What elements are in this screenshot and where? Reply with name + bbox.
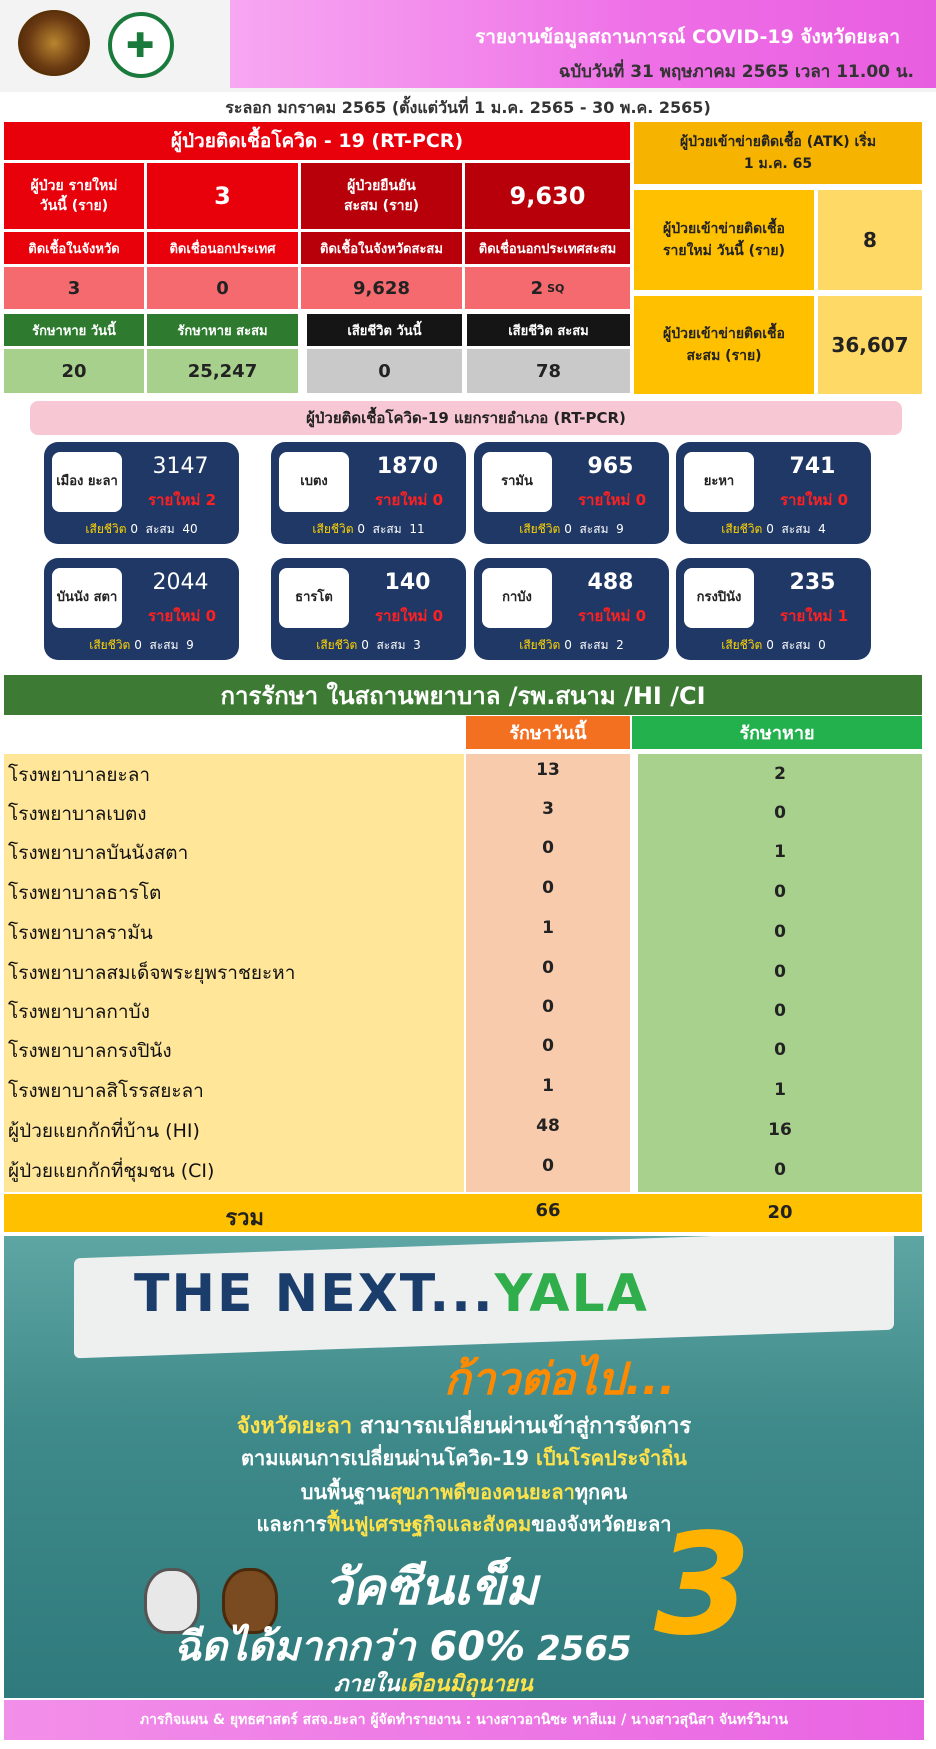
atk-cum-label: ผู้ป่วยเข้าข่ายติดเชื้อ สะสม (ราย) xyxy=(634,296,814,394)
district-footer xyxy=(44,636,239,655)
cum-label: สะสม xyxy=(781,638,811,652)
district-card-krong-pinang xyxy=(676,558,871,660)
poster-line-4b: ฟื้นฟูเศรษฐกิจและสังคม xyxy=(326,1512,532,1536)
poster-line-3c: ทุกคน xyxy=(574,1480,628,1504)
col-header-recovered: รักษาหาย xyxy=(632,716,922,749)
campaign-poster xyxy=(4,1236,924,1698)
recovered: 2 xyxy=(774,764,786,784)
death-value: 0 xyxy=(130,522,139,536)
confirmed-value: 9,630 xyxy=(465,163,630,229)
district-new: รายใหม่ 2 xyxy=(147,491,217,509)
recovered: 0 xyxy=(774,1160,786,1180)
recovered: 0 xyxy=(774,1001,786,1021)
death-value: 0 xyxy=(134,638,142,652)
district-total: 3147 xyxy=(152,454,209,479)
district-footer xyxy=(676,636,871,655)
recovered-today-label: รักษาหาย วันนี้ xyxy=(4,314,144,346)
table-row xyxy=(0,1150,936,1189)
hospital-name: โรงพยาบาลยะลา xyxy=(8,764,151,786)
col-header-treat-today: รักษาวันนี้ xyxy=(466,716,630,749)
death-cum-label: เสียชีวิต สะสม xyxy=(467,314,630,346)
hospital-name: โรงพยาบาลกาบัง xyxy=(8,1001,150,1023)
footer-credits: ภารกิจแผน & ยุทธศาสตร์ สสจ.ยะลา ผู้จัดทำรายงาน : นางสาวอานิซะ หาสีแม / นางสาวสุนิสา จันทร์วิมาน xyxy=(4,1700,924,1740)
recovered: 0 xyxy=(774,803,786,823)
district-name: บันนัง สตา xyxy=(52,568,122,628)
district-heading: ผู้ป่วยติดเชื้อโควิด-19 แยกรายอำเภอ (RT-PCR) xyxy=(30,401,902,435)
recovered: 16 xyxy=(768,1120,792,1140)
recovered: 0 xyxy=(774,1040,786,1060)
cum-label: สะสม xyxy=(149,638,179,652)
district-total: 741 xyxy=(789,454,836,479)
cum-label: สะสม xyxy=(376,638,406,652)
atk-new-label: ผู้ป่วยเข้าข่ายติดเชื้อ รายใหม่ วันนี้ (ราย) xyxy=(634,190,814,290)
district-total: 488 xyxy=(587,570,634,595)
inject-year: 2565 xyxy=(525,1629,632,1669)
cum-value: 9 xyxy=(616,522,624,536)
cum-value: 11 xyxy=(409,522,425,536)
table-row xyxy=(0,1070,936,1109)
district-new: รายใหม่ 0 xyxy=(779,491,849,509)
total-row xyxy=(4,1194,922,1232)
hospital-name: โรงพยาบาลสมเด็จพระยุพราชยะหา xyxy=(8,962,296,984)
sub-label-local: ติดเชื้อในจังหวัด xyxy=(4,232,144,264)
district-name: กรงปินัง xyxy=(684,568,754,628)
cum-value: 3 xyxy=(413,638,421,652)
treat-today: 0 xyxy=(542,1036,554,1056)
death-value: 0 xyxy=(766,638,774,652)
hospital-name: ผู้ป่วยแยกกักที่ชุมชน (CI) xyxy=(8,1160,215,1182)
recovered: 1 xyxy=(774,842,786,862)
recovered: 0 xyxy=(774,882,786,902)
hospital-name: ผู้ป่วยแยกกักที่บ้าน (HI) xyxy=(8,1120,200,1142)
death-value: 0 xyxy=(564,638,572,652)
district-total: 965 xyxy=(587,454,634,479)
recovered: 1 xyxy=(774,1080,786,1100)
poster-line-1 xyxy=(4,1408,924,1443)
atk-heading: ผู้ป่วยเข้าข่ายติดเชื้อ (ATK) เริ่ม 1 ม.ค. 65 xyxy=(634,122,922,184)
inject-label: ฉีดได้มากกว่า xyxy=(174,1624,430,1670)
district-name: เมือง ยะลา xyxy=(52,452,122,512)
poster-line-3 xyxy=(4,1476,924,1508)
death-value: 0 xyxy=(766,522,774,536)
hospital-name: โรงพยาบาลรามัน xyxy=(8,922,153,944)
district-name: ธารโต xyxy=(279,568,349,628)
district-footer xyxy=(44,520,239,539)
table-row xyxy=(0,793,936,832)
sub-value-abroad-cum-number: 2 xyxy=(530,277,544,299)
district-card-kabang xyxy=(474,558,669,660)
atk-cum-value: 36,607 xyxy=(818,296,922,394)
vaccine-text: วัคซีนเข็ม xyxy=(324,1558,538,1616)
district-new: รายใหม่ 0 xyxy=(374,607,444,625)
page-title: รายงานข้อมูลสถานการณ์ COVID-19 จังหวัดยะลา xyxy=(475,26,900,48)
death-label: เสียชีวิต xyxy=(312,522,354,536)
sq-label: SQ xyxy=(547,281,565,295)
poster-line-4 xyxy=(4,1508,924,1540)
treat-today: 3 xyxy=(542,799,554,819)
table-row xyxy=(0,991,936,1030)
treat-today: 0 xyxy=(542,878,554,898)
treat-today: 1 xyxy=(542,1076,554,1096)
province-seal-logo xyxy=(18,10,90,76)
hospital-name: โรงพยาบาลธารโต xyxy=(8,882,162,904)
district-card-raman xyxy=(474,442,669,544)
within-b: เดือนมิถุนายน xyxy=(399,1672,533,1697)
death-cum-value: 78 xyxy=(467,349,630,393)
treat-today: 0 xyxy=(542,1156,554,1176)
district-total: 140 xyxy=(384,570,431,595)
district-footer xyxy=(271,636,466,655)
sub-label-local-cum: ติดเชื้อในจังหวัดสะสม xyxy=(301,232,462,264)
poster-line-2a: ตามแผนการเปลี่ยนผ่านโควิด-19 xyxy=(241,1446,536,1470)
cum-value: 40 xyxy=(182,522,198,536)
district-name: ยะหา xyxy=(684,452,754,512)
total-label: รวม xyxy=(225,1206,264,1231)
recovered: 0 xyxy=(774,922,786,942)
new-today-label: ผู้ป่วย รายใหม่ วันนี้ (ราย) xyxy=(4,163,144,229)
header xyxy=(0,0,936,92)
district-new: รายใหม่ 0 xyxy=(147,607,217,625)
cum-label: สะสม xyxy=(372,522,402,536)
poster-line-2b: เป็นโรคประจำถิ่น xyxy=(536,1446,687,1470)
poster-line-4a: และการ xyxy=(256,1512,327,1536)
table-row xyxy=(0,1110,936,1149)
total-today: 66 xyxy=(535,1200,561,1221)
poster-line-3a: บนพื้นฐาน xyxy=(300,1480,390,1504)
poster-line-4c: ของจังหวัดยะลา xyxy=(531,1512,672,1536)
ministry-of-health-logo: ✚ xyxy=(108,12,174,78)
recovered-cum-label: รักษาหาย สะสม xyxy=(147,314,298,346)
treat-today: 0 xyxy=(542,838,554,858)
table-row xyxy=(0,1030,936,1069)
district-new: รายใหม่ 0 xyxy=(577,491,647,509)
death-label: เสียชีวิต xyxy=(721,522,763,536)
death-value: 0 xyxy=(357,522,366,536)
poster-the-next-yala xyxy=(134,1264,649,1324)
district-card-bannang-sata xyxy=(44,558,239,660)
cum-label: สะสม xyxy=(579,638,609,652)
poster-go-forward: ก้าวต่อไป... xyxy=(444,1354,676,1405)
district-new: รายใหม่ 0 xyxy=(374,491,444,509)
death-value: 0 xyxy=(361,638,369,652)
treat-today: 0 xyxy=(542,997,554,1017)
sub-value-abroad-cum xyxy=(465,267,630,309)
confirmed-label: ผู้ป่วยยืนยัน สะสม (ราย) xyxy=(301,163,462,229)
death-label: เสียชีวิต xyxy=(316,638,358,652)
cum-label: สะสม xyxy=(781,522,811,536)
poster-line-1a: จังหวัดยะลา xyxy=(236,1414,353,1439)
district-name: รามัน xyxy=(482,452,552,512)
table-row xyxy=(0,872,936,911)
death-value: 0 xyxy=(564,522,572,536)
district-card-mueang-yala xyxy=(44,442,239,544)
sub-value-local-cum: 9,628 xyxy=(301,267,462,309)
hospital-name: โรงพยาบาลสิโรรสยะลา xyxy=(8,1080,204,1102)
cum-value: 0 xyxy=(818,638,826,652)
treat-today: 1 xyxy=(542,918,554,938)
district-footer xyxy=(474,636,669,655)
table-row xyxy=(0,832,936,871)
yala-text: YALA xyxy=(494,1264,649,1324)
rtpcr-heading: ผู้ป่วยติดเชื้อโควิด - 19 (RT-PCR) xyxy=(4,122,630,160)
district-card-betong xyxy=(271,442,466,544)
report-period: ระลอก มกราคม 2565 (ตั้งแต่วันที่ 1 ม.ค. 2565 - 30 พ.ค. 2565) xyxy=(225,98,711,117)
death-label: เสียชีวิต xyxy=(89,638,131,652)
death-label: เสียชีวิต xyxy=(519,522,561,536)
district-new: รายใหม่ 0 xyxy=(577,607,647,625)
cum-label: สะสม xyxy=(579,522,609,536)
treat-today: 0 xyxy=(542,958,554,978)
district-footer xyxy=(271,520,466,539)
cum-value: 4 xyxy=(818,522,826,536)
hospital-name: โรงพยาบาลบันนังสตา xyxy=(8,842,189,864)
sub-value-local: 3 xyxy=(4,267,144,309)
table-row xyxy=(0,912,936,951)
recovered-cum-value: 25,247 xyxy=(147,349,298,393)
recovered: 0 xyxy=(774,962,786,982)
within-text xyxy=(334,1666,533,1698)
report-date: ฉบับวันที่ 31 พฤษภาคม 2565 เวลา 11.00 น. xyxy=(558,62,914,82)
cum-value: 2 xyxy=(616,638,624,652)
death-label: เสียชีวิต xyxy=(85,522,127,536)
district-total: 1870 xyxy=(376,454,439,479)
district-total: 235 xyxy=(789,570,836,595)
atk-new-value: 8 xyxy=(818,190,922,290)
district-footer xyxy=(474,520,669,539)
district-card-than-to xyxy=(271,558,466,660)
sub-label-abroad-cum: ติดเชื่อนอกประเทศสะสม xyxy=(465,232,630,264)
district-name: กาบัง xyxy=(482,568,552,628)
death-label: เสียชีวิต xyxy=(721,638,763,652)
death-today-label: เสียชีวิต วันนี้ xyxy=(307,314,462,346)
district-total: 2044 xyxy=(152,570,209,595)
sub-label-abroad: ติดเชื่อนอกประเทศ xyxy=(147,232,298,264)
table-row xyxy=(0,754,936,793)
poster-line-3b: สุขภาพดีของคนยะลา xyxy=(389,1480,575,1504)
death-today-value: 0 xyxy=(307,349,462,393)
hospital-name: โรงพยาบาลเบตง xyxy=(8,803,147,825)
table-row xyxy=(0,952,936,991)
treat-today: 48 xyxy=(536,1116,560,1136)
total-recovered: 20 xyxy=(767,1202,793,1223)
district-name: เบตง xyxy=(279,452,349,512)
inject-percent: 60% xyxy=(429,1624,526,1670)
cum-label: สะสม xyxy=(145,522,175,536)
cum-value: 9 xyxy=(186,638,194,652)
dose-three: 3 xyxy=(654,1504,752,1667)
the-next-text: THE NEXT... xyxy=(134,1264,495,1324)
sub-value-abroad: 0 xyxy=(147,267,298,309)
treatment-title: การรักษา ในสถานพยาบาล /รพ.สนาม /HI /CI xyxy=(4,675,922,715)
within-a: ภายใน xyxy=(334,1672,400,1697)
poster-line-2 xyxy=(4,1442,924,1474)
poster-line-1b: สามารถเปลี่ยนผ่านเข้าสู่การจัดการ xyxy=(352,1414,692,1439)
death-label: เสียชีวิต xyxy=(519,638,561,652)
district-footer xyxy=(676,520,871,539)
district-new: รายใหม่ 1 xyxy=(779,607,849,625)
hospital-name: โรงพยาบาลกรงปินัง xyxy=(8,1040,172,1062)
new-today-value: 3 xyxy=(147,163,298,229)
district-card-yaha xyxy=(676,442,871,544)
treat-today: 13 xyxy=(536,760,560,780)
recovered-today-value: 20 xyxy=(4,349,144,393)
